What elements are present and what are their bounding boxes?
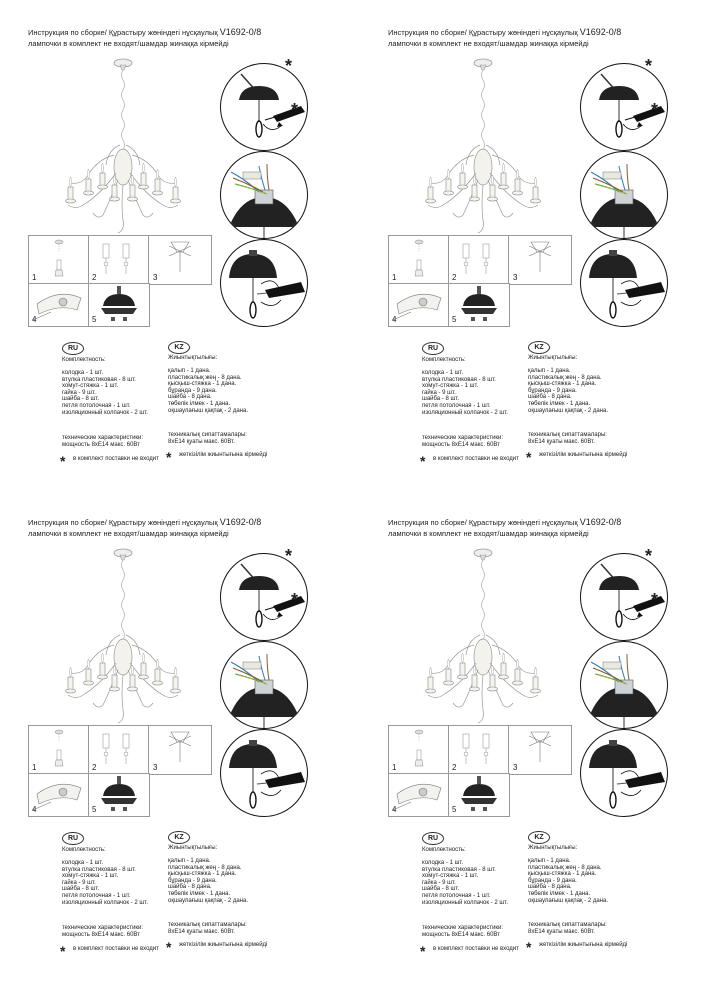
step-5: 5 [88,773,150,817]
step-1: 1 [28,725,90,775]
kz-tech-value: 8хЕ14 қуаты макс. 60Вт. [528,439,595,445]
kz-item: шайба - 8 дана. [168,394,212,401]
kz-heading: Жиынтықтылығы: [168,355,218,361]
instruction-title: Инструкция по сборке/ Құрастыру жөніндегі нұсқаулық V1692-0/8 [28,27,262,37]
ru-item: шайба - 8 шт. [422,396,460,403]
kz-not-included: жеткізілім жиынтығына кірмейді [539,942,628,948]
step-4: 4 [28,283,90,327]
kz-badge: KZ [528,831,550,844]
kz-item: төбелік ілмек - 1 дана. [528,400,591,407]
ru-item: шайба - 8 шт. [422,886,460,893]
ru-item: колодка - 1 шт. [422,370,464,376]
ru-not-included: в комплект поставки не входит [433,456,519,462]
step-1: 1 [388,725,450,775]
chandelier-illustration [48,545,198,735]
instruction-subtitle: лампочки в комплект не входят/шамдар жинаққа кірмейді [388,529,589,538]
step-circle-wiring [580,641,668,729]
ru-heading: Комплектность: [62,357,106,363]
ru-item: хомут-стяжка - 1 шт. [422,873,479,880]
assembly-steps [28,725,215,815]
step-2: 2 [88,235,150,285]
step-5: 5 [88,283,150,327]
kz-tech-value: 8хЕ14 қуаты макс. 60Вт. [168,929,235,935]
kz-item: оқшаулағыш қақпақ - 2 дана. [528,407,609,414]
ru-list [62,860,148,906]
ru-item: гайка - 9 шт. [422,389,456,396]
kz-item: бұранда - 9 дана. [528,387,577,394]
assembly-steps [388,235,575,325]
instruction-title: Инструкция по сборке/ Құрастыру жөніндегі нұсқаулық V1692-0/8 [28,517,262,527]
step-3: 3 [148,235,212,285]
kz-item: қысқыш-стяжка - 1 дана. [528,381,597,388]
ru-list [422,860,508,906]
ru-badge: RU [62,342,84,355]
asterisk-icon: * [526,939,532,955]
kz-tech-value: 8хЕ14 қуаты макс. 60Вт. [528,929,595,935]
ru-item: втулка пластиковая - 8 шт. [62,866,136,873]
step-circle-fasten [580,729,668,817]
asterisk-icon: * [420,943,426,959]
ru-item: изоляционный колпачок - 2 шт. [422,899,508,906]
ru-item: хомут-стяжка - 1 шт. [62,383,119,390]
instruction-subtitle: лампочки в комплект не входят/шамдар жинаққа кірмейді [28,529,229,538]
kz-item: қалып - 1 дана. [168,858,211,864]
ru-not-included: в комплект поставки не входит [73,946,159,952]
kz-badge: KZ [168,341,190,354]
kz-not-included: жеткізілім жиынтығына кірмейді [179,942,268,948]
asterisk-icon: * [166,449,172,465]
kz-item: бұранда - 9 дана. [168,387,217,394]
kz-not-included: жеткізілім жиынтығына кірмейді [179,452,268,458]
step-2: 2 [448,235,510,285]
step-3: 3 [148,725,212,775]
kz-not-included: жеткізілім жиынтығына кірмейді [539,452,628,458]
instruction-title: Инструкция по сборке/ Құрастыру жөніндегі нұсқаулық V1692-0/8 [388,517,622,527]
instruction-panel [388,27,707,507]
kz-item: бұранда - 9 дана. [168,877,217,884]
instruction-title: Инструкция по сборке/ Құрастыру жөніндегі нұсқаулық V1692-0/8 [388,27,622,37]
ru-not-included: в комплект поставки не входит [73,456,159,462]
ru-not-included: в комплект поставки не входит [433,946,519,952]
ru-badge: RU [62,832,84,845]
not-included-star: * [651,100,659,120]
ru-item: петля потолочная - 1 шт. [422,892,491,899]
ru-item: изоляционный колпачок - 2 шт. [422,409,508,416]
ru-item: гайка - 9 шт. [62,879,96,886]
ru-tech-heading: технические характеристики: [422,435,504,441]
kz-item: қалып - 1 дана. [528,858,571,864]
kz-list [168,368,248,414]
kz-list [528,368,608,414]
ru-item: гайка - 9 шт. [422,879,456,886]
ru-tech-value: мощность 8хЕ14 макс. 60Вт [422,442,500,448]
kz-list [168,858,248,904]
asterisk-icon: * [60,453,66,469]
step-5: 5 [448,773,510,817]
step-1: 1 [28,235,90,285]
kz-item: шайба - 8 дана. [168,884,212,891]
kz-item: қысқыш-стяжка - 1 дана. [528,871,597,878]
ru-item: втулка пластиковая - 8 шт. [62,376,136,383]
ru-tech-value: мощность 8хЕ14 макс. 60Вт [62,442,140,448]
ru-item: петля потолочная - 1 шт. [62,892,131,899]
kz-item: шайба - 8 дана. [528,394,572,401]
kz-item: бұранда - 9 дана. [528,877,577,884]
ru-tech-value: мощность 8хЕ14 макс. 60Вт [422,932,500,938]
kz-item: төбелік ілмек - 1 дана. [168,890,231,897]
ru-heading: Комплектность: [62,847,106,853]
step-circle-fasten [580,239,668,327]
kz-item: төбелік ілмек - 1 дана. [528,890,591,897]
instruction-subtitle: лампочки в комплект не входят/шамдар жинаққа кірмейді [28,39,229,48]
kz-item: пластикалық жең - 8 дана. [168,374,242,381]
chandelier-illustration [408,55,558,245]
kz-item: оқшаулағыш қақпақ - 2 дана. [528,897,609,904]
not-included-star: * [651,590,659,610]
kz-badge: KZ [168,831,190,844]
step-3: 3 [508,235,572,285]
step-circle-fasten [220,239,308,327]
asterisk-icon: * [60,943,66,959]
asterisk-icon: * [166,939,172,955]
not-included-star: * [645,56,653,76]
ru-item: изоляционный колпачок - 2 шт. [62,899,148,906]
step-2: 2 [88,725,150,775]
step-circle-wiring [220,151,308,239]
ru-item: шайба - 8 шт. [62,886,100,893]
step-circle-wiring [220,641,308,729]
asterisk-icon: * [420,453,426,469]
instruction-panel [388,517,707,997]
kz-item: пластикалық жең - 8 дана. [528,374,602,381]
kz-heading: Жиынтықтылығы: [528,845,578,851]
kz-item: қысқыш-стяжка - 1 дана. [168,871,237,878]
kz-item: пластикалық жең - 8 дана. [168,864,242,871]
kz-badge: KZ [528,341,550,354]
ru-item: колодка - 1 шт. [62,860,104,866]
ru-list [62,370,148,416]
kz-list [528,858,608,904]
ru-item: втулка пластиковая - 8 шт. [422,376,496,383]
step-4: 4 [28,773,90,817]
ru-item: шайба - 8 шт. [62,396,100,403]
not-included-star: * [291,590,299,610]
ru-heading: Комплектность: [422,357,466,363]
ru-tech-heading: технические характеристики: [422,925,504,931]
kz-item: төбелік ілмек - 1 дана. [168,400,231,407]
ru-item: гайка - 9 шт. [62,389,96,396]
kz-tech-heading: техникалық сипаттамалары: [168,432,247,438]
step-4: 4 [388,283,450,327]
instruction-panel [28,27,358,507]
not-included-star: * [645,546,653,566]
not-included-star: * [285,56,293,76]
assembly-steps [388,725,575,815]
ru-item: хомут-стяжка - 1 шт. [62,873,119,880]
kz-item: оқшаулағыш қақпақ - 2 дана. [168,407,249,414]
ru-badge: RU [422,342,444,355]
not-included-star: * [285,546,293,566]
ru-list [422,370,508,416]
step-circle-fasten [220,729,308,817]
chandelier-illustration [48,55,198,245]
ru-item: колодка - 1 шт. [422,860,464,866]
ru-item: изоляционный колпачок - 2 шт. [62,409,148,416]
kz-item: пластикалық жең - 8 дана. [528,864,602,871]
ru-item: втулка пластиковая - 8 шт. [422,866,496,873]
asterisk-icon: * [526,449,532,465]
kz-item: қысқыш-стяжка - 1 дана. [168,381,237,388]
ru-item: петля потолочная - 1 шт. [62,402,131,409]
kz-heading: Жиынтықтылығы: [168,845,218,851]
assembly-steps [28,235,215,325]
ru-badge: RU [422,832,444,845]
step-circle-wiring [580,151,668,239]
kz-item: қалып - 1 дана. [168,368,211,374]
ru-tech-value: мощность 8хЕ14 макс. 60Вт [62,932,140,938]
kz-item: оқшаулағыш қақпақ - 2 дана. [168,897,249,904]
kz-tech-heading: техникалық сипаттамалары: [168,922,247,928]
not-included-star: * [291,100,299,120]
kz-tech-value: 8хЕ14 қуаты макс. 60Вт. [168,439,235,445]
ru-tech-heading: технические характеристики: [62,435,144,441]
instruction-subtitle: лампочки в комплект не входят/шамдар жинаққа кірмейді [388,39,589,48]
kz-item: қалып - 1 дана. [528,368,571,374]
kz-heading: Жиынтықтылығы: [528,355,578,361]
kz-tech-heading: техникалық сипаттамалары: [528,922,607,928]
step-1: 1 [388,235,450,285]
step-4: 4 [388,773,450,817]
ru-heading: Комплектность: [422,847,466,853]
ru-tech-heading: технические характеристики: [62,925,144,931]
kz-tech-heading: техникалық сипаттамалары: [528,432,607,438]
step-5: 5 [448,283,510,327]
ru-item: петля потолочная - 1 шт. [422,402,491,409]
step-3: 3 [508,725,572,775]
kz-item: шайба - 8 дана. [528,884,572,891]
ru-item: колодка - 1 шт. [62,370,104,376]
step-2: 2 [448,725,510,775]
instruction-panel [28,517,358,997]
ru-item: хомут-стяжка - 1 шт. [422,383,479,390]
chandelier-illustration [408,545,558,735]
